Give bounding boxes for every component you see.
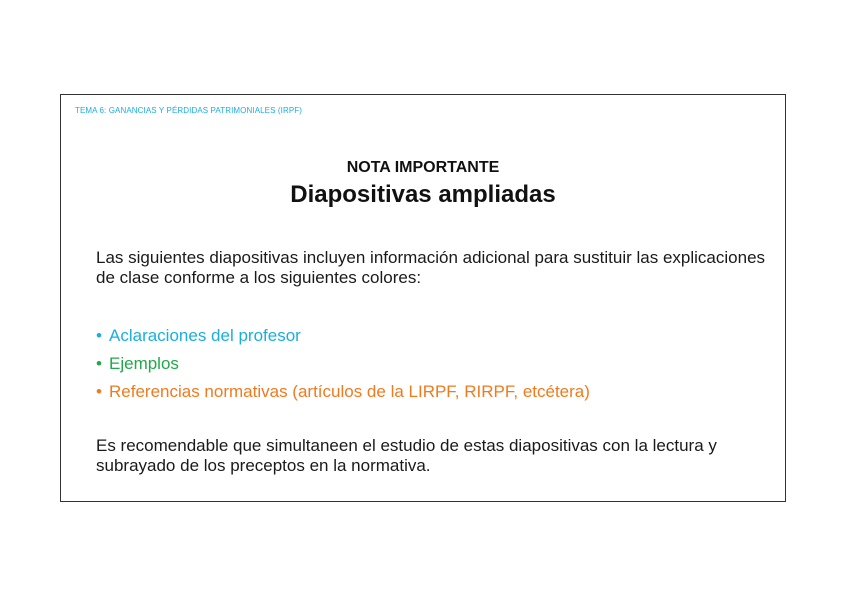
outro-paragraph: Es recomendable que simultaneen el estudio de estas diapositivas con la lectura y subrayado de los preceptos en la normativa. (96, 436, 717, 475)
legend-item-label: Aclaraciones del profesor (109, 326, 301, 345)
bullet-icon: • (96, 354, 102, 373)
bullet-icon: • (96, 326, 102, 345)
legend-item-examples (96, 350, 590, 378)
bullet-icon: • (96, 382, 102, 401)
color-legend-list (96, 322, 590, 406)
slide-title: Diapositivas ampliadas (290, 181, 556, 208)
legend-item-label: Referencias normativas (artículos de la LIRPF, RIRPF, etcétera) (109, 382, 590, 401)
legend-item-label: Ejemplos (109, 354, 179, 373)
legend-item-clarifications (96, 322, 590, 350)
slide-frame (60, 94, 786, 502)
legend-item-references (96, 378, 590, 406)
slide-subtitle: NOTA IMPORTANTE (346, 159, 500, 176)
slide-header-tag: TEMA 6: GANANCIAS Y PÉRDIDAS PATRIMONIALES (IRPF) (75, 106, 303, 115)
intro-paragraph: Las siguientes diapositivas incluyen información adicional para sustituir las explicaciones de clase conforme a los siguientes colores: (96, 248, 766, 287)
